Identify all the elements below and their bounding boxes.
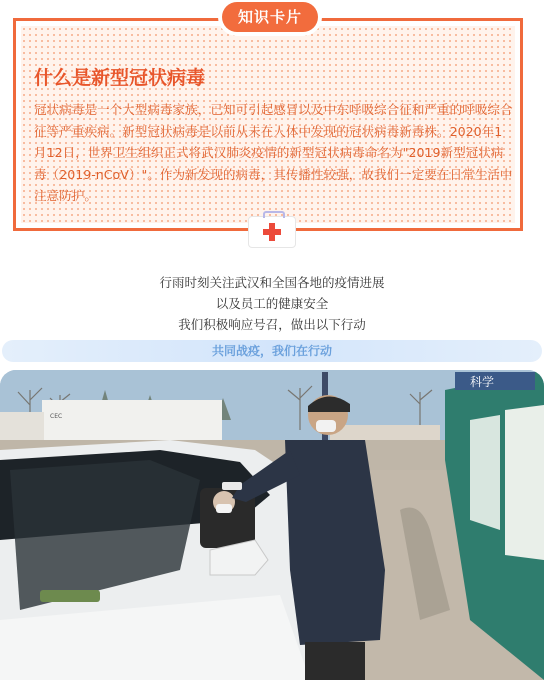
temperature-check-photo xyxy=(0,370,544,680)
truck-label: CEC xyxy=(50,413,63,420)
photo-illustration xyxy=(0,370,544,680)
intro-line-1: 行雨时刻关注武汉和全国各地的疫情进展 xyxy=(159,275,385,290)
wall-sign-text: 科学 xyxy=(470,375,495,389)
medkit-handle xyxy=(263,211,285,218)
medical-kit-icon xyxy=(248,216,296,248)
action-banner: 共同战疫，我们在行动 xyxy=(2,340,542,362)
knowledge-card-badge: 知识卡片 xyxy=(222,2,318,32)
intro-text xyxy=(0,272,544,335)
intro-line-3: 我们积极响应号召，做出以下行动 xyxy=(178,317,366,332)
intro-line-2: 以及员工的健康安全 xyxy=(215,296,329,311)
red-cross-icon xyxy=(263,223,281,241)
card-title: 什么是新型冠状病毒 xyxy=(34,67,206,89)
card-body-text: 冠状病毒是一个大型病毒家族，已知可引起感冒以及中东呼吸综合征和严重的呼吸综合征等严重疾病。新型冠状病毒是以前从未在人体中发现的冠状病毒新毒株。2020年1月12日，世界卫生组织正式将武汉肺炎疫情的新型冠状病毒命名为"2019新型冠状病毒（2019-nCoV）"。作为新发现的病毒，其传播性较强，故我们一定要在日常生活中注意防护。 xyxy=(34,102,513,203)
knowledge-card xyxy=(13,18,523,231)
